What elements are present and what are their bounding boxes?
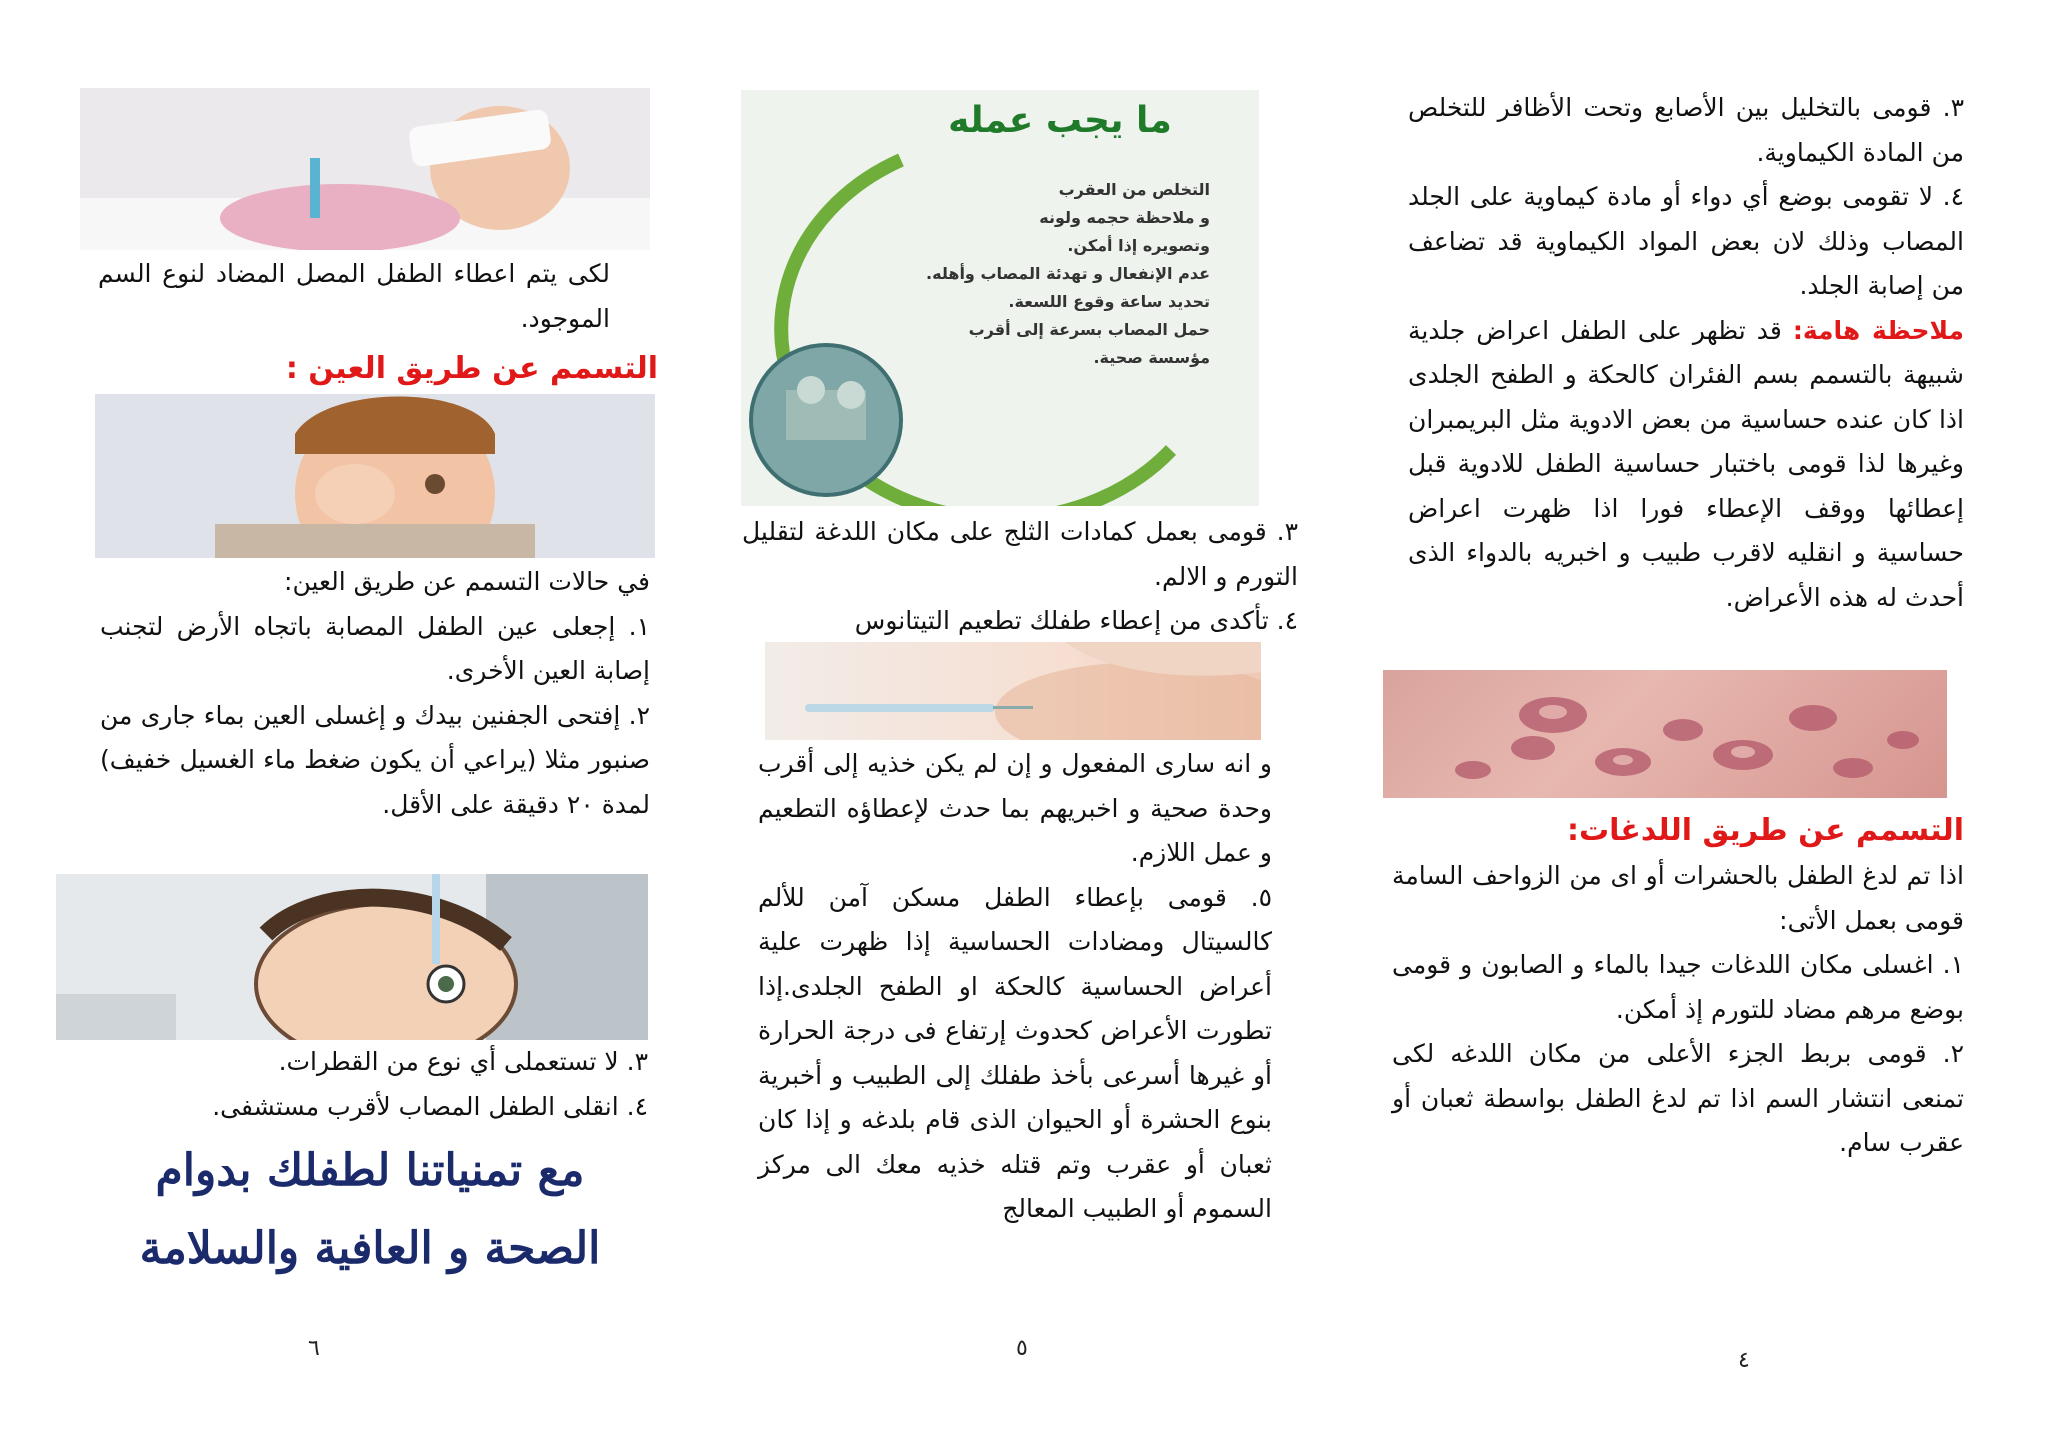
child-eye-drawing	[95, 394, 655, 558]
closing-wishes	[90, 1132, 650, 1288]
page-4-stings	[1392, 808, 1964, 1166]
poster-title: ما يجب عمله	[948, 100, 1172, 141]
stings-step-2: ٢. قومى بربط الجزء الأعلى من مكان اللدغه لكى تمنعى انتشار السم اذا تم لدغ الطفل بواسطة ثعبان أو عقرب سام.	[1392, 1039, 1964, 1157]
page-number-4: ٤	[1738, 1348, 1750, 1373]
page5-step-4: ٤. تأكدى من إعطاء طفلك تطعيم التيتانوس	[854, 606, 1298, 635]
skin-rash-drawing	[1383, 670, 1947, 798]
stings-heading: التسمم عن طريق اللدغات:	[1566, 813, 1964, 848]
poster-text	[880, 96, 1240, 174]
page-number-6: ٦	[308, 1336, 320, 1361]
injection-image	[765, 642, 1261, 740]
injection-drawing	[765, 642, 1261, 740]
poster-item-2: و ملاحظة حجمه ولونه	[1039, 208, 1210, 227]
poster-list	[870, 176, 1210, 372]
page-5-bottom-text	[758, 742, 1272, 1232]
skin-rash-image	[1383, 670, 1947, 798]
closing-text: مع تمنياتنا لطفلك بدوام الصحة و العافية والسلامة	[139, 1145, 601, 1274]
page4-step-4: ٤. لا تقومى بوضع أي دواء أو مادة كيماوية على الجلد المصاب وذلك لان بعض المواد الكيماوية قد تضاعف من إصابة الجلد.	[1408, 182, 1964, 300]
eye-step-2: ٢. إفتحى الجفنين بيدك و إغسلى العين بماء جارى من صنبور مثلا (يراعي أن يكون ضغط ماء الغسيل خفيف) لمدة ٢٠ دقيقة على الأقل.	[100, 700, 650, 819]
page-6-eye-text	[100, 560, 650, 827]
page-5-top-text	[742, 510, 1298, 644]
note-text: قد تظهر على الطفل اعراض جلدية شبيهة بالتسمم بسم الفئران كالحكة و الطفح الجلدى اذا كان عنده حساسية من بعض الادوية مثل البريمبران وغيرها لذا قومى باختبار حساسية الطفل للادوية قبل إعطائها ووقف الإعطاء فورا اذا ظهرت اعراض حساسية و انقليه لاقرب طبيب و اخبريه بالدواء الذى أحدث له هذه الأعراض.	[1408, 315, 1964, 612]
page-number-5: ٥	[1016, 1336, 1028, 1361]
poster-item-6: حمل المصاب بسرعة إلى أقرب	[968, 320, 1210, 339]
eye-heading: التسمم عن طريق العين :	[285, 351, 658, 386]
eye-washing-image	[56, 874, 648, 1040]
page-6-final-steps	[148, 1040, 648, 1129]
poster-item-7: مؤسسة صحية.	[1093, 348, 1210, 367]
eye-step-4: ٤. انقلى الطفل المصاب لأقرب مستشفى.	[212, 1091, 648, 1121]
page5-serum-text: و انه سارى المفعول و إن لم يكن خذيه إلى أقرب وحدة صحية و اخبريهم بما حدث لإعطاؤه التطعيم و عمل اللازم.	[758, 749, 1272, 867]
sick-child-image	[80, 88, 650, 250]
page-6-top-text	[98, 252, 610, 341]
child-rubbing-eye-image	[95, 394, 655, 558]
page-6-eye-heading-wrap	[98, 346, 658, 392]
page4-note	[1408, 309, 1964, 621]
page4-step-3: ٣. قومى بالتخليل بين الأصابع وتحت الأظافر للتخلص من المادة الكيماوية.	[1408, 93, 1964, 167]
eye-intro: في حالات التسمم عن طريق العين:	[284, 567, 650, 596]
eye-step-3: ٣. لا تستعملى أي نوع من القطرات.	[278, 1047, 648, 1076]
poster-item-1: التخلص من العقرب	[1058, 180, 1210, 199]
sick-child-drawing	[80, 88, 650, 250]
eye-step-1: ١. إجعلى عين الطفل المصابة باتجاه الأرض لتجنب إصابة العين الأخرى.	[100, 611, 650, 685]
page5-step-5: ٥. قومى بإعطاء الطفل مسكن آمن للألم كالسيتال ومضادات الحساسية إذا ظهرت علية أعراض الحساسية كالحكة او الطفح الجلدى.إذا تطورت الأعراض كحدوث إرتفاع فى درجة الحرارة أو غيرها أسرعى بأخذ طفلك إلى الطبيب و أخبرية بنوع الحشرة أو الحيوان الذى قام بلدغه و إذا كان ثعبان أو عقرب وتم قتله خذيه معك الى مركز السموم أو الطبيب المعالج	[758, 882, 1272, 1223]
stings-step-1: ١. اغسلى مكان اللدغات جيدا بالماء و الصابون و قومى بوضع مرهم مضاد للتورم إذ أمكن.	[1392, 950, 1964, 1024]
poster-item-3: وتصويره إذا أمكن.	[1067, 236, 1210, 255]
poster-item-4: عدم الإنفعال و تهدئة المصاب وأهله.	[926, 264, 1210, 283]
poster-item-5: تحديد ساعة وقوع اللسعة.	[1008, 292, 1210, 311]
page5-step-3: ٣. قومى بعمل كمادات الثلج على مكان اللدغة لتقليل التورم و الالم.	[742, 517, 1298, 591]
page6-serum-text: لكى يتم اعطاء الطفل المصل المضاد لنوع السم الموجود.	[98, 259, 610, 333]
stings-intro: اذا تم لدغ الطفل بالحشرات أو اى من الزواحف السامة قومى بعمل الأتى:	[1392, 861, 1964, 935]
note-label: ملاحظة هامة:	[1792, 315, 1964, 345]
page-4-column	[1408, 86, 1964, 620]
eye-washing-drawing	[56, 874, 648, 1040]
